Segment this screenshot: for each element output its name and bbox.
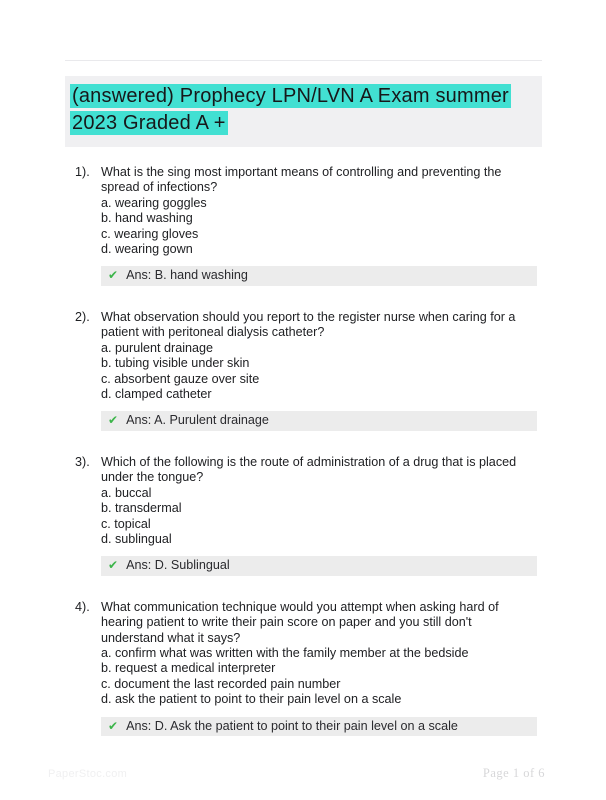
question-body	[101, 455, 542, 576]
question-options	[101, 646, 542, 708]
question-body	[101, 600, 542, 736]
option: a. purulent drainage	[101, 340, 214, 355]
question-options	[101, 341, 542, 403]
question-number: 3).	[75, 454, 90, 469]
option: d. clamped catheter	[101, 386, 212, 401]
option: d. wearing gown	[101, 242, 193, 257]
top-divider	[65, 60, 542, 61]
option: c. document the last recorded pain number	[101, 676, 341, 691]
question-number: 2).	[75, 309, 90, 324]
answer-text: Ans: B. hand washing	[126, 268, 248, 283]
question-block	[65, 600, 542, 736]
answer-text: Ans: D. Sublingual	[126, 558, 230, 573]
option: a. buccal	[101, 485, 152, 500]
question-text: Which of the following is the route of administration of a drug that is placed under the tongue?	[101, 454, 517, 485]
option: d. sublingual	[101, 531, 172, 546]
answer-bar	[101, 556, 537, 576]
answer-bar	[101, 717, 537, 737]
question-options	[101, 486, 542, 548]
option: a. wearing goggles	[101, 195, 207, 210]
question-text: What is the sing most important means of controlling and preventing the spread of infections?	[101, 165, 502, 195]
check-icon: ✔	[108, 413, 119, 428]
question-block	[65, 310, 542, 431]
option: a. confirm what was written with the family member at the bedside	[101, 646, 469, 661]
page-title-highlight: (answered) Prophecy LPN/LVN A Exam summer 2023 Graded A +	[72, 85, 509, 134]
option: b. transdermal	[101, 501, 182, 516]
option: c. absorbent gauze over site	[101, 371, 260, 386]
questions-list	[65, 165, 542, 760]
question-block	[65, 165, 542, 286]
question-body	[101, 310, 542, 431]
question-body	[101, 165, 542, 286]
option: c. topical	[101, 516, 151, 531]
option: c. wearing gloves	[101, 226, 199, 241]
answer-text: Ans: A. Purulent drainage	[126, 413, 269, 428]
option: d. ask the patient to point to their pain level on a scale	[101, 692, 402, 707]
option: b. hand washing	[101, 211, 193, 226]
title-box	[65, 76, 542, 147]
question-options	[101, 196, 542, 258]
footer-watermark: PaperStoc.com	[48, 768, 128, 780]
answer-bar	[101, 266, 537, 286]
question-block	[65, 455, 542, 576]
answer-bar	[101, 411, 537, 431]
check-icon: ✔	[108, 718, 119, 733]
question-number: 1).	[75, 165, 90, 179]
option: b. request a medical interpreter	[101, 661, 276, 676]
option: b. tubing visible under skin	[101, 356, 250, 371]
answer-text: Ans: D. Ask the patient to point to their pain level on a scale	[126, 718, 458, 733]
check-icon: ✔	[108, 558, 119, 573]
question-text: What communication technique would you attempt when asking hard of hearing patient to write their pain score on paper and you still don't understand what it says?	[101, 599, 499, 645]
footer-page-number: Page 1 of 6	[482, 766, 545, 780]
page-title	[70, 83, 524, 137]
check-icon: ✔	[108, 268, 119, 283]
question-text: What observation should you report to the register nurse when caring for a patient with peritoneal dialysis catheter?	[101, 309, 516, 340]
question-number: 4).	[75, 599, 90, 614]
